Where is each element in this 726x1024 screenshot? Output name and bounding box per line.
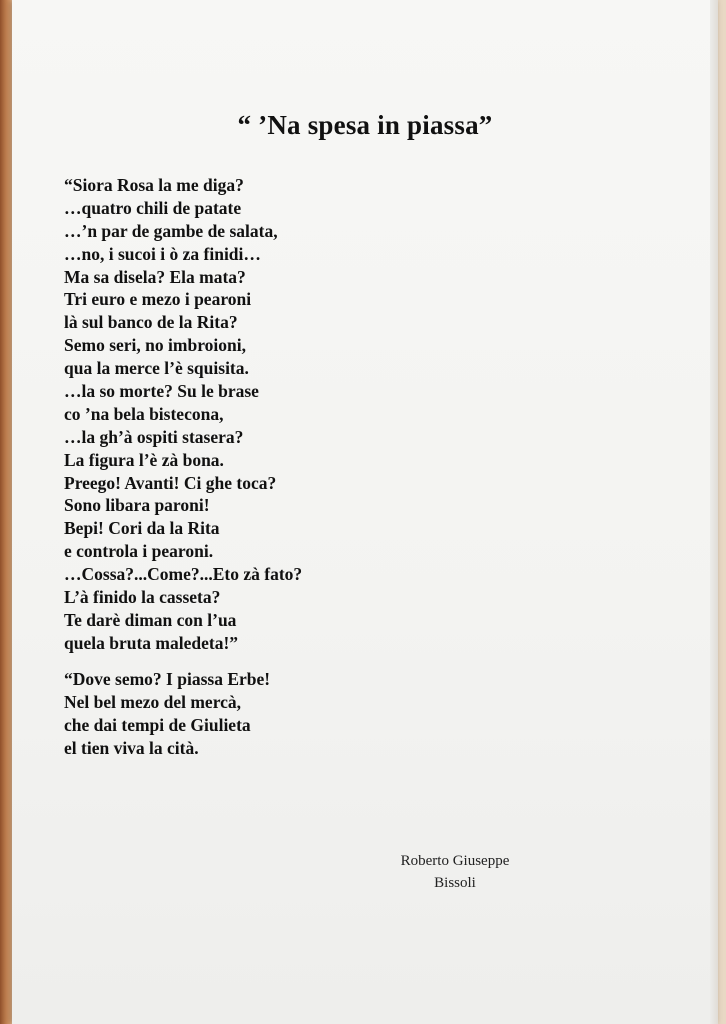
author-signature: [380, 850, 530, 894]
verse-line: el tien viva la cità.: [64, 737, 199, 758]
verse-line: …’n par de gambe de salata,: [64, 220, 278, 241]
verse-line: Preego! Avanti! Ci ghe toca?: [64, 472, 277, 493]
verse-line: che dai tempi de Giulieta: [64, 714, 251, 735]
stanza-2: [64, 668, 270, 760]
stanza-1: [64, 174, 302, 655]
verse-line: Bepi! Cori da la Rita: [64, 518, 220, 539]
verse-line: …la so morte? Su le brase: [64, 381, 259, 402]
verse-line: Te darè diman con l’ua: [64, 609, 237, 630]
verse-line: Sono libara paroni!: [64, 495, 210, 516]
verse-line: Ma sa disela? Ela mata?: [64, 266, 246, 287]
verse-line: …la gh’à ospiti stasera?: [64, 426, 244, 447]
paper-edge: [710, 0, 718, 1024]
verse-line: La figura l’è zà bona.: [64, 449, 224, 470]
verse-line: e controla i pearoni.: [64, 541, 214, 562]
poem-title: “ ’Na spesa in piassa”: [237, 110, 493, 140]
verse-line: …Cossa?...Come?...Eto zà fato?: [64, 564, 303, 585]
verse-line: quela bruta maledeta!”: [64, 632, 239, 653]
verse-line: “Dove semo? I piassa Erbe!: [64, 669, 271, 689]
verse-line: Semo seri, no imbroioni,: [64, 335, 246, 356]
author-first-names: Roberto Giuseppe: [400, 853, 510, 869]
verse-line: qua la merce l’è squisita.: [64, 358, 249, 379]
verse-line: là sul banco de la Rita?: [64, 312, 238, 333]
verse-line: “Siora Rosa la me diga?: [64, 175, 244, 195]
verse-line: …no, i sucoi i ò za finidi…: [64, 243, 261, 264]
paper-sheet: [12, 0, 718, 1024]
verse-line: co ’na bela bistecona,: [64, 403, 224, 424]
verse-line: Nel bel mezo del mercà,: [64, 691, 242, 712]
verse-line: Tri euro e mezo i pearoni: [64, 289, 252, 310]
author-surname: Bissoli: [434, 875, 476, 891]
verse-line: …quatro chili de patate: [64, 197, 242, 218]
verse-line: L’à finido la casseta?: [64, 587, 221, 608]
